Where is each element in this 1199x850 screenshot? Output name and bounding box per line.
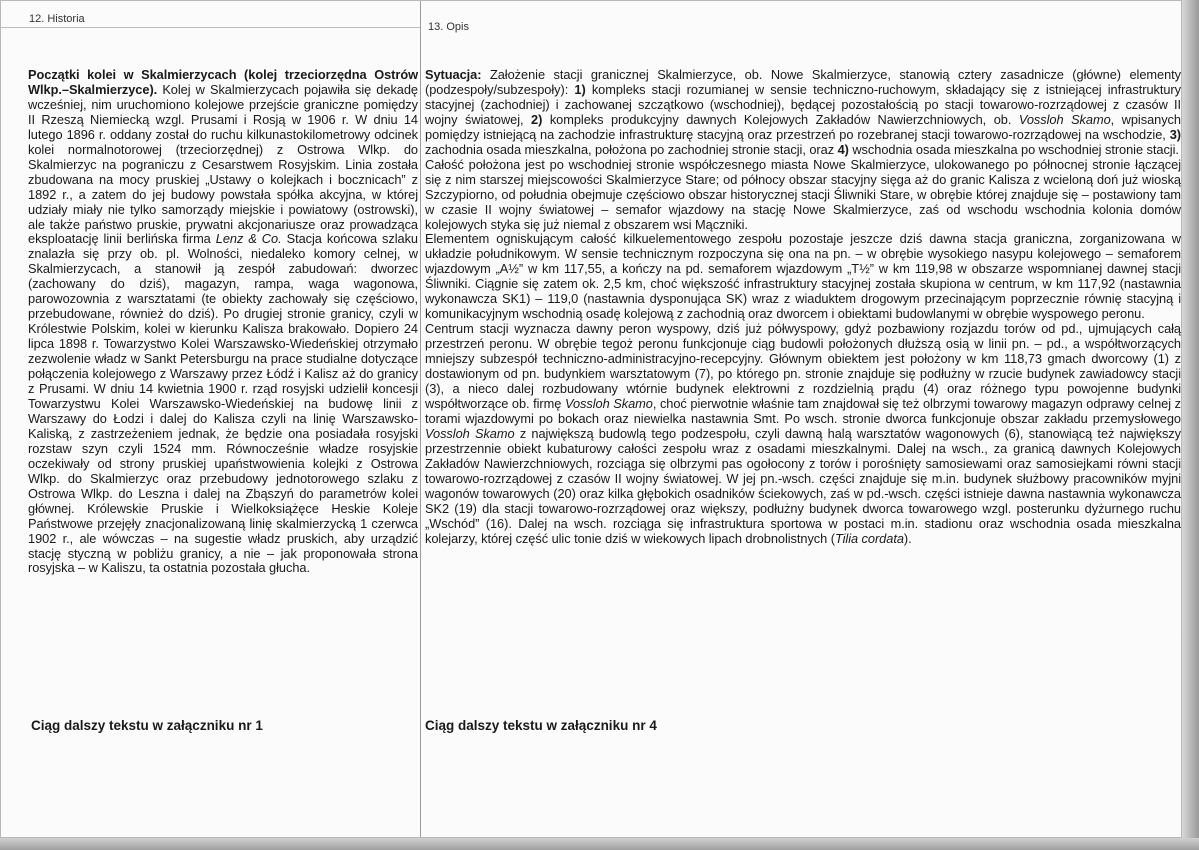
history-body: Kolej w Skalmierzycach pojawiła się dekadę wcześniej, nim uruchomiono kolejowe przejście graniczne pomiędzy II Rzeszą Niemiecką wzgl. Prusami i Rosją w 1906 r. W dniu 14 lutego 1896 r. oddany został do ruchu kilkunastokilometrowy odcinek kolei normalnotorowej (trzeciorzędnej) z Ostrowa Wlkp. do Skalmierzyc na pograniczu z Cesarstwem Rosyjskim. Linia została zbudowana na mocy pruskiej „Ustawy o kolejkach i bocznicach” z 1892 r., a zatem do jej budowy powstała spółka akcyjna, w której udziały miały nie tylko samorządy miejskie i powiatowy (ostrowski), ale także państwo pruskie, prywatni akcjonariusze oraz prowadząca eksploatację linii berlińska firma <box>28 81 418 247</box>
element-number-2: 2) <box>531 111 543 127</box>
element-number-4: 4) <box>837 141 849 157</box>
species-name: Tilia cordata <box>834 530 904 546</box>
situation-label: Sytuacja: <box>425 67 482 82</box>
header-divider <box>1 27 420 28</box>
history-paragraph <box>28 68 418 576</box>
platform-text-c: z największą budowlą tego podzespołu, czyli dawną halą warsztatów wagonowych (6), stanowiącą też największy przestrzennie obiekt kubaturowy całości zespołu wraz z osadami mieszkalnymi. Dalej na wsch., za granicą dawnych Kolejowych Zakładów Nawierzchniowych, rozciąga się olbrzymi pas ogołocony z torów i porośnięty samosiewami oraz samosiejkami równi stacji towarowo-rozrządowej z czasów II wojny światowej. W jej pn.-wsch. części znajduje się m.in. budynek służbowy pracowników myjni wagonów towarowych (20) oraz kilka głębokich osadników ściekowych, zaś w pd.-wsch. części istnieje dawna nastawnia wykonawcza SK2 (19) dla stacji towarowo-rozrządowej oraz większy, podłużny budynek dworca towarowego wzgl. posterunku dyżurnego ruchu „Wschód” (16). Dalej na wsch. rozciąga się infrastruktura sportowa w postaci m.in. stadionu oraz wschodnia osada mieszkalna kolejarzy, której część ulic tonie dziś w wiekowych lipach drobnolistnych ( <box>425 425 1181 546</box>
platform-text-d: ). <box>903 530 912 546</box>
station-paragraph: Elementem ogniskującym całość kilkuelementowego zespołu pozostaje jeszcze dziś dawna stacja graniczna, zorganizowana w układzie południkowym. W sensie technicznym rozpoczyna się ona na pn. – w obrębie wysokiego nasypu kolejowego – semaforem wjazdowym „A½” w km 117,55, a kończy na pd. semaforem wjazdowym „T½” w km 119,98 w obszarze wspomnianej dawnej stacji Śliwniki. Ciągnie się zatem ok. 2,5 km, choć większość infrastruktury stacyjnej została skupiona w centrum, w km 117,92 (nastawnia wykonawcza SK1) – 119,0 (nastawnia dysponująca SK) wraz z wiaduktem drogowym przecinającym poprzecznie równię stacyjną i komunikacyjnym wschodnią osadę kolejową z zachodnią oraz dworcem i obiektami budowlanymi w obrębie wyspowego peronu. <box>425 231 1181 322</box>
section-header-description: 13. Opis <box>428 21 469 33</box>
description-text <box>425 68 1181 547</box>
situation-text-b: kompleks stacji rozumianej w sensie techniczno-ruchowym, składający się z istniejącej infrastruktury stacyjnej (zachodniej) i zachowanej szczątkowo (wschodniej), będącej pozostałością po stacji towarowo-rozrządowej z czasów II wojny światowej, <box>425 81 1181 127</box>
history-text <box>28 68 418 576</box>
situation-text-c: kompleks produkcyjny dawnych Kolejowych Zakładów Nawierzchniowych, ob. <box>549 111 1012 127</box>
situation-text-f: wschodnia osada mieszkalna po wschodniej stronie stacji. <box>852 141 1179 157</box>
company-name: Vossloh Skamo <box>1018 111 1111 127</box>
history-body-continued: Stacja końcowa szlaku znalazła się przy ob. pl. Wolności, niedaleko komory celnej, w Skalmierzycach, a stanowił ją zespół zabudowań: dworzec (zachowany do dziś), magazyn, rampa, waga wagonowa, parowozownia z warsztatami (te obiekty zachowały się częściowo, przebudowane, również do dziś). Po drugiej stronie granicy, czyli w Królestwie Polskim, kolei w kierunku Kalisza brakowało. Dopiero 24 lipca 1898 r. Towarzystwo Kolei Warszawsko-Wiedeńskiej otrzymało zezwolenie władz w Sankt Petersburgu na prace studialne dotyczące połączenia kolejowego z Warszawy przez Łódź i Kalisz aż do granicy z Prusami. W dniu 14 kwietnia 1900 r. rząd rosyjski udzielił koncesji Towarzystwu Kolei Warszawsko-Wiedeńskiej na budowę linii z Warszawy do Łodzi i dalej do Kalisza czyli na linię Warszawsko-Kaliską, z zastrzeżeniem jednak, że będzie ona posiadała rosyjski rozstaw szyn czyli 1524 mm. Równocześnie władze rosyjskie oczekiwały od strony pruskiej upaństwowienia kolejki z Ostrowa Wlkp. do Skalmierzyc oraz przebudowy jednotorowego szlaku z Ostrowa Wlkp. do Leszna i dalej na Zbąszyń do parametrów kolei głównej. Królewskie Pruskie i Wielkoksiążęce Heskie Koleje Państwowe przejęły znacjonalizowaną linię skalmierzycką 1 czerwca 1902 r., ale wówczas – na sugestie władz pruskich, aby urządzić stację styczną w pobliżu granicy, a nie – jak proponowała strona rosyjska – w Kaliszu, ta ostatnia pozostała głucha. <box>28 231 418 576</box>
history-heading: Początki kolei w Skalmierzycach (kolej trzeciorzędna Ostrów Wlkp.–Skalmierzyce). <box>28 67 418 97</box>
continuation-note-4: Ciąg dalszy tekstu w załączniku nr 4 <box>425 718 657 733</box>
situation-paragraph <box>425 68 1181 158</box>
situation-text-d: , wpisanych pomiędzy istniejącą na zachodzie infrastrukturę stacyjną oraz przestrzeń po rozebranej stacji towarowo-rozrządowej na wschodzie, <box>425 111 1181 142</box>
location-paragraph: Całość położona jest po wschodniej stronie współczesnego miasta Nowe Skalmierzyce, ulokowanego po północnej stronie łączącej się z nim starszej miejscowości Skalmierzyce Stare; od północy obszar stacyjny sięga aż do granic Kalisza z wcieloną doń już wioską Szczypiorno, od południa obejmuje częściowo obszar historycznej stacji Śliwniki Stare, w obrębie której znajduje się – postawiony tam w czasie II wojny światowej – semafor wjazdowy na stację Nowe Skalmierzyce, zaś od wschodu wschodnia kolonia domów kolejowych styka się już niemal z obszarem wsi Mączniki. <box>425 156 1181 232</box>
section-header-history: 12. Historia <box>29 13 85 25</box>
situation-text-e: zachodnia osada mieszkalna, położona po zachodniej stronie stacji, oraz <box>425 141 835 157</box>
continuation-note-1: Ciąg dalszy tekstu w załączniku nr 1 <box>31 718 263 733</box>
description-column <box>421 1 1181 837</box>
situation-text-a: Założenie stacji granicznej Skalmierzyce, ob. Nowe Skalmierzyce, stanowią cztery zasadnicze (główne) elementy (podzespoły/subzespoły): <box>425 67 1181 97</box>
scan-edge-right <box>1182 0 1199 850</box>
platform-paragraph <box>425 322 1181 546</box>
company-name: Vossloh Skamo <box>564 395 653 411</box>
history-column <box>1 1 421 837</box>
firm-name: Lenz & Co. <box>215 231 282 247</box>
platform-text-a: Centrum stacji wyznacza dawny peron wyspowy, dziś już półwyspowy, gdyż pozbawiony rozjazdu torów od pd., ujmujących całą przestrzeń peronu. W obrębie tegoż peronu funkcjonuje ciąg budowli położonych dłuższą osią w linii pn. – pd., a współtworzących mniejszy subzespół techniczno-administracyjno-recepcyjny. Głównym obiektem jest położony w km 118,73 gmach dworcowy (1) z dostawionym od pn. budynkiem warsztatowym (7), po którego pn. stronie znajduje się podłużny w rzucie budynek zawiadowcy stacji (3), a nieco dalej rozbudowany wtórnie budynek elektrowni z rozdzielnią prądu (4) oraz różnego typu powojenne budynki współtworzące ob. firmę <box>425 321 1181 411</box>
element-number-1: 1) <box>574 81 586 97</box>
scan-edge-bottom <box>0 838 1199 850</box>
element-number-3: 3) <box>1169 126 1181 142</box>
company-name: Vossloh Skamo <box>425 425 515 441</box>
platform-text-b: , choć pierwotnie właśnie tam znajdował się też olbrzymi towarowy magazyn odprawy celnej z torami wjazdowymi po bokach oraz niewielka nastawnia Smt. Po wsch. stronie dworca funkcjonuje obszar zakładu przemysłowego <box>425 395 1181 426</box>
